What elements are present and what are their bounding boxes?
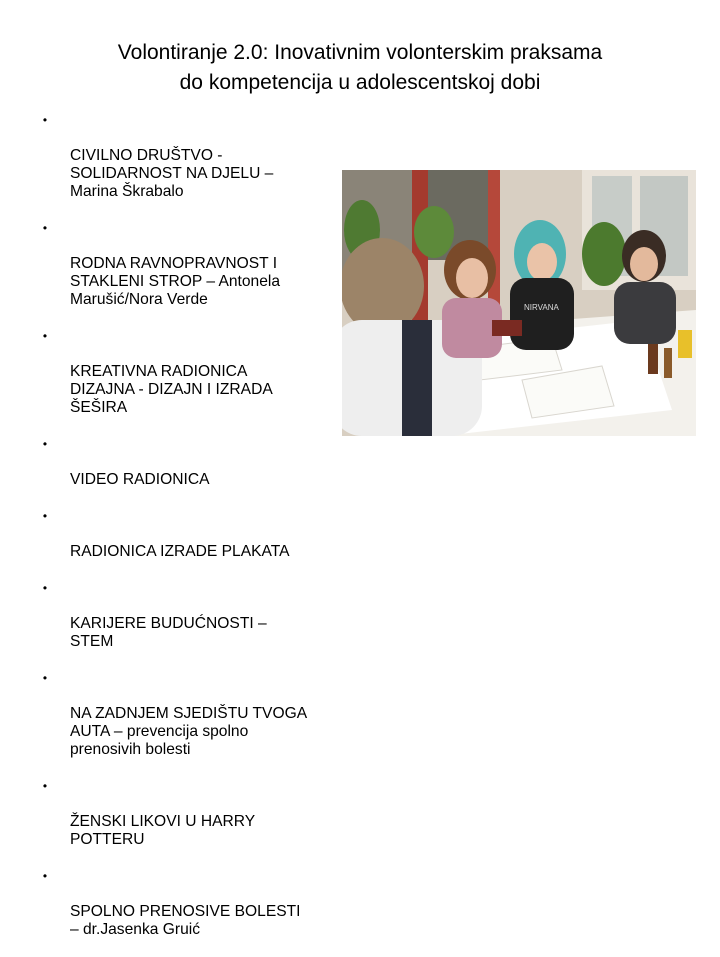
list-item — [38, 579, 358, 669]
bullet-icon: • — [42, 869, 48, 883]
bullet-icon: • — [42, 329, 48, 343]
list-item — [38, 219, 358, 327]
list-item — [38, 435, 358, 507]
list-item — [38, 669, 358, 777]
list-item-text: KREATIVNA RADIONICA DIZAJNA - DIZAJN I IZRADA ŠEŠIRA — [70, 363, 273, 416]
list-item — [38, 327, 358, 435]
list-item-text: RADIONICA IZRADE PLAKATA — [70, 543, 290, 560]
bullet-icon: • — [42, 509, 48, 523]
bullet-icon: • — [42, 113, 48, 127]
bullet-icon: • — [42, 437, 48, 451]
list-item-text: RODNA RAVNOPRAVNOST I STAKLENI STROP – Antonela Marušić/Nora Verde — [70, 255, 281, 308]
list-item — [38, 507, 358, 579]
list-item-text: VIDEO RADIONICA — [70, 471, 210, 488]
workshop-photo — [342, 170, 696, 436]
topic-list — [38, 111, 358, 957]
list-item-text: KARIJERE BUDUĆNOSTI – STEM — [70, 615, 267, 650]
slide-title: Volontiranje 2.0: Inovativnim volonterskim praksama do kompetencija u adolescentskoj dobi — [117, 41, 603, 94]
list-item — [38, 777, 358, 867]
bullet-icon: • — [42, 671, 48, 685]
list-item-text: ŽENSKI LIKOVI U HARRY POTTERU — [70, 813, 256, 848]
list-item — [38, 867, 358, 957]
list-item-text: CIVILNO DRUŠTVO - SOLIDARNOST NA DJELU – Marina Škrabalo — [70, 147, 274, 200]
shirt-print-text: NIRVANA — [524, 303, 559, 312]
bullet-icon: • — [42, 581, 48, 595]
bullet-icon: • — [42, 779, 48, 793]
list-item-text: NA ZADNJEM SJEDIŠTU TVOGA AUTA – prevencija spolno prenosivih bolesti — [70, 705, 308, 758]
bullet-icon: • — [42, 221, 48, 235]
list-item — [38, 111, 358, 219]
list-item-text: SPOLNO PRENOSIVE BOLESTI – dr.Jasenka Gruić — [70, 903, 301, 938]
